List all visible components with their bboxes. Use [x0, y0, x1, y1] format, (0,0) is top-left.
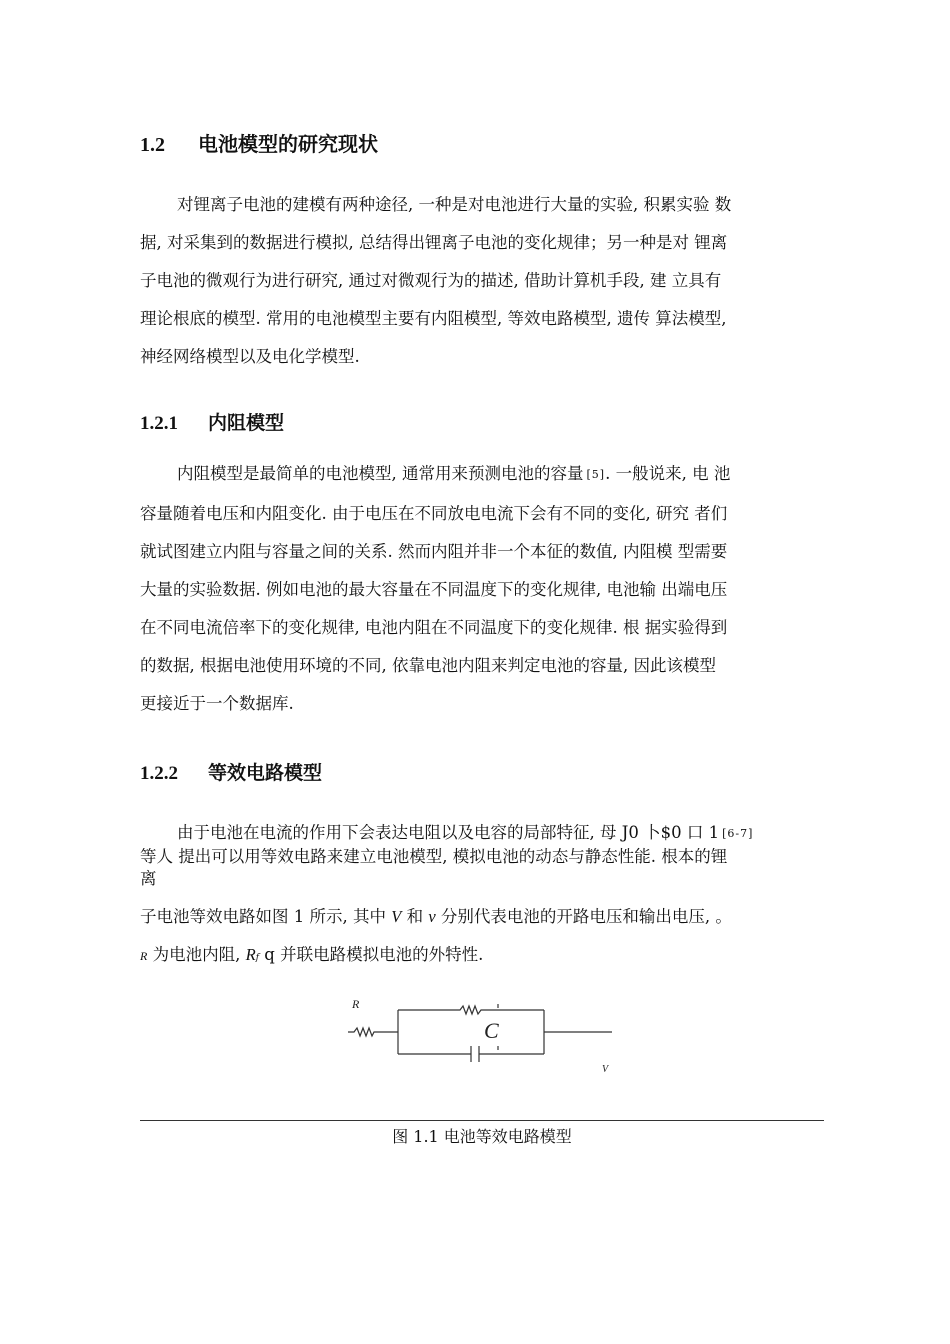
internal-resistance-paragraph: [140, 455, 824, 723]
intro-line-4: 理论根底的模型. 常用的电池模型主要有内阻模型, 等效电路模型, 遗传 算法模型,: [140, 309, 727, 328]
symbol-Rf-sub: f: [255, 953, 260, 963]
citation-ref: [5]: [586, 468, 606, 481]
equivalent-circuit-paragraph: [140, 822, 824, 890]
sub1-line-1: [140, 455, 824, 495]
sub2-line-1-text: 由于电池在电流的作用下会表达电阻以及电容的局部特征, 母 J0 卜$0 口 1: [177, 823, 720, 842]
equivalent-circuit-diagram: [340, 996, 630, 1072]
sub1-line-1-text: 内阻模型是最简单的电池模型, 通常用来预测电池的容量: [177, 464, 584, 483]
symbol-V: V: [391, 907, 402, 926]
sub1-line-4: 大量的实验数据. 例如电池的最大容量在不同温度下的变化规律, 电池输 出端电压: [140, 580, 728, 599]
subsection-heading-internal-resistance: [140, 408, 284, 435]
section-title: 电池模型的研究现状: [198, 132, 378, 156]
intro-paragraph: [140, 186, 824, 376]
subsection-number: 1.2.1: [140, 413, 178, 434]
symbol-v: v: [428, 907, 436, 926]
sub1-line-5: 在不同电流倍率下的变化规律, 电池内阻在不同温度下的变化规律. 根 据实验得到: [140, 618, 728, 637]
sub2-line-4-b: 和: [401, 907, 429, 926]
parallel-resistor-symbol: [398, 1006, 544, 1014]
sub1-line-2: 容量随着电压和内阻变化. 由于电压在不同放电电流下会有不同的变化, 研究 者们: [140, 504, 728, 523]
sub1-line-7: 更接近于一个数据库.: [140, 694, 294, 713]
series-resistor-symbol: [348, 1028, 398, 1036]
sub2-line-5: [140, 936, 824, 977]
sub2-line-4-a: 子电池等效电路如图 1 所示, 其中: [140, 907, 392, 926]
section-number: 1.2: [140, 134, 165, 156]
subsection-title: 内阻模型: [208, 412, 285, 434]
figure-divider: [140, 1120, 824, 1121]
sub1-line-1-tail: . 一般说来, 电 池: [605, 464, 731, 483]
sub2-line-5-b: q 并联电路模拟电池的外特性.: [259, 945, 484, 964]
label-V: V: [602, 1064, 609, 1072]
sub2-line-1: [140, 822, 824, 846]
sub2-line-2: 等人 提出可以用等效电路来建立电池模型, 模拟电池的动态与静态性能. 根本的锂: [140, 847, 728, 866]
subsection-heading-equivalent-circuit: [140, 758, 322, 785]
sub1-line-6: 的数据, 根据电池使用环境的不同, 依靠电池内阻来判定电池的容量, 因此该模型: [140, 656, 716, 675]
subsection-title: 等效电路模型: [208, 762, 323, 784]
symbol-Rf: R: [245, 945, 256, 964]
intro-line-1: 对锂离子电池的建模有两种途径, 一种是对电池进行大量的实验, 积累实验 数: [177, 195, 732, 214]
capacitor-symbol: [471, 1046, 479, 1062]
sub2-line-3: 离: [140, 869, 157, 888]
intro-line-5: 神经网络模型以及电化学模型.: [140, 347, 360, 366]
sub2-line-4: [140, 898, 824, 936]
sub2-line-4-inner: [140, 898, 824, 936]
symbol-R: R: [140, 949, 148, 963]
sub1-line-3: 就试图建立内阻与容量之间的关系. 然而内阻并非一个本征的数值, 内阻模 型需要: [140, 542, 728, 561]
intro-line-2: 据, 对采集到的数据进行模拟, 总结得出锂离子电池的变化规律；另一种是对 锂离: [140, 233, 728, 252]
intro-line-3: 子电池的微观行为进行研究, 通过对微观行为的描述, 借助计算机手段, 建 立具有: [140, 271, 722, 290]
label-R: R: [352, 997, 360, 1011]
sub2-line-5-a: 为电池内阻,: [147, 945, 246, 964]
section-heading: [140, 128, 378, 157]
sub2-line-5-inner: [140, 936, 824, 977]
citation-ref: [6-7]: [722, 827, 754, 840]
label-C: C: [484, 1018, 499, 1043]
figure-caption: 图 1.1 电池等效电路模型: [392, 1127, 572, 1146]
subsection-number: 1.2.2: [140, 763, 178, 784]
sub2-line-4-c: 分别代表电池的开路电压和输出电压, 。: [435, 907, 732, 926]
